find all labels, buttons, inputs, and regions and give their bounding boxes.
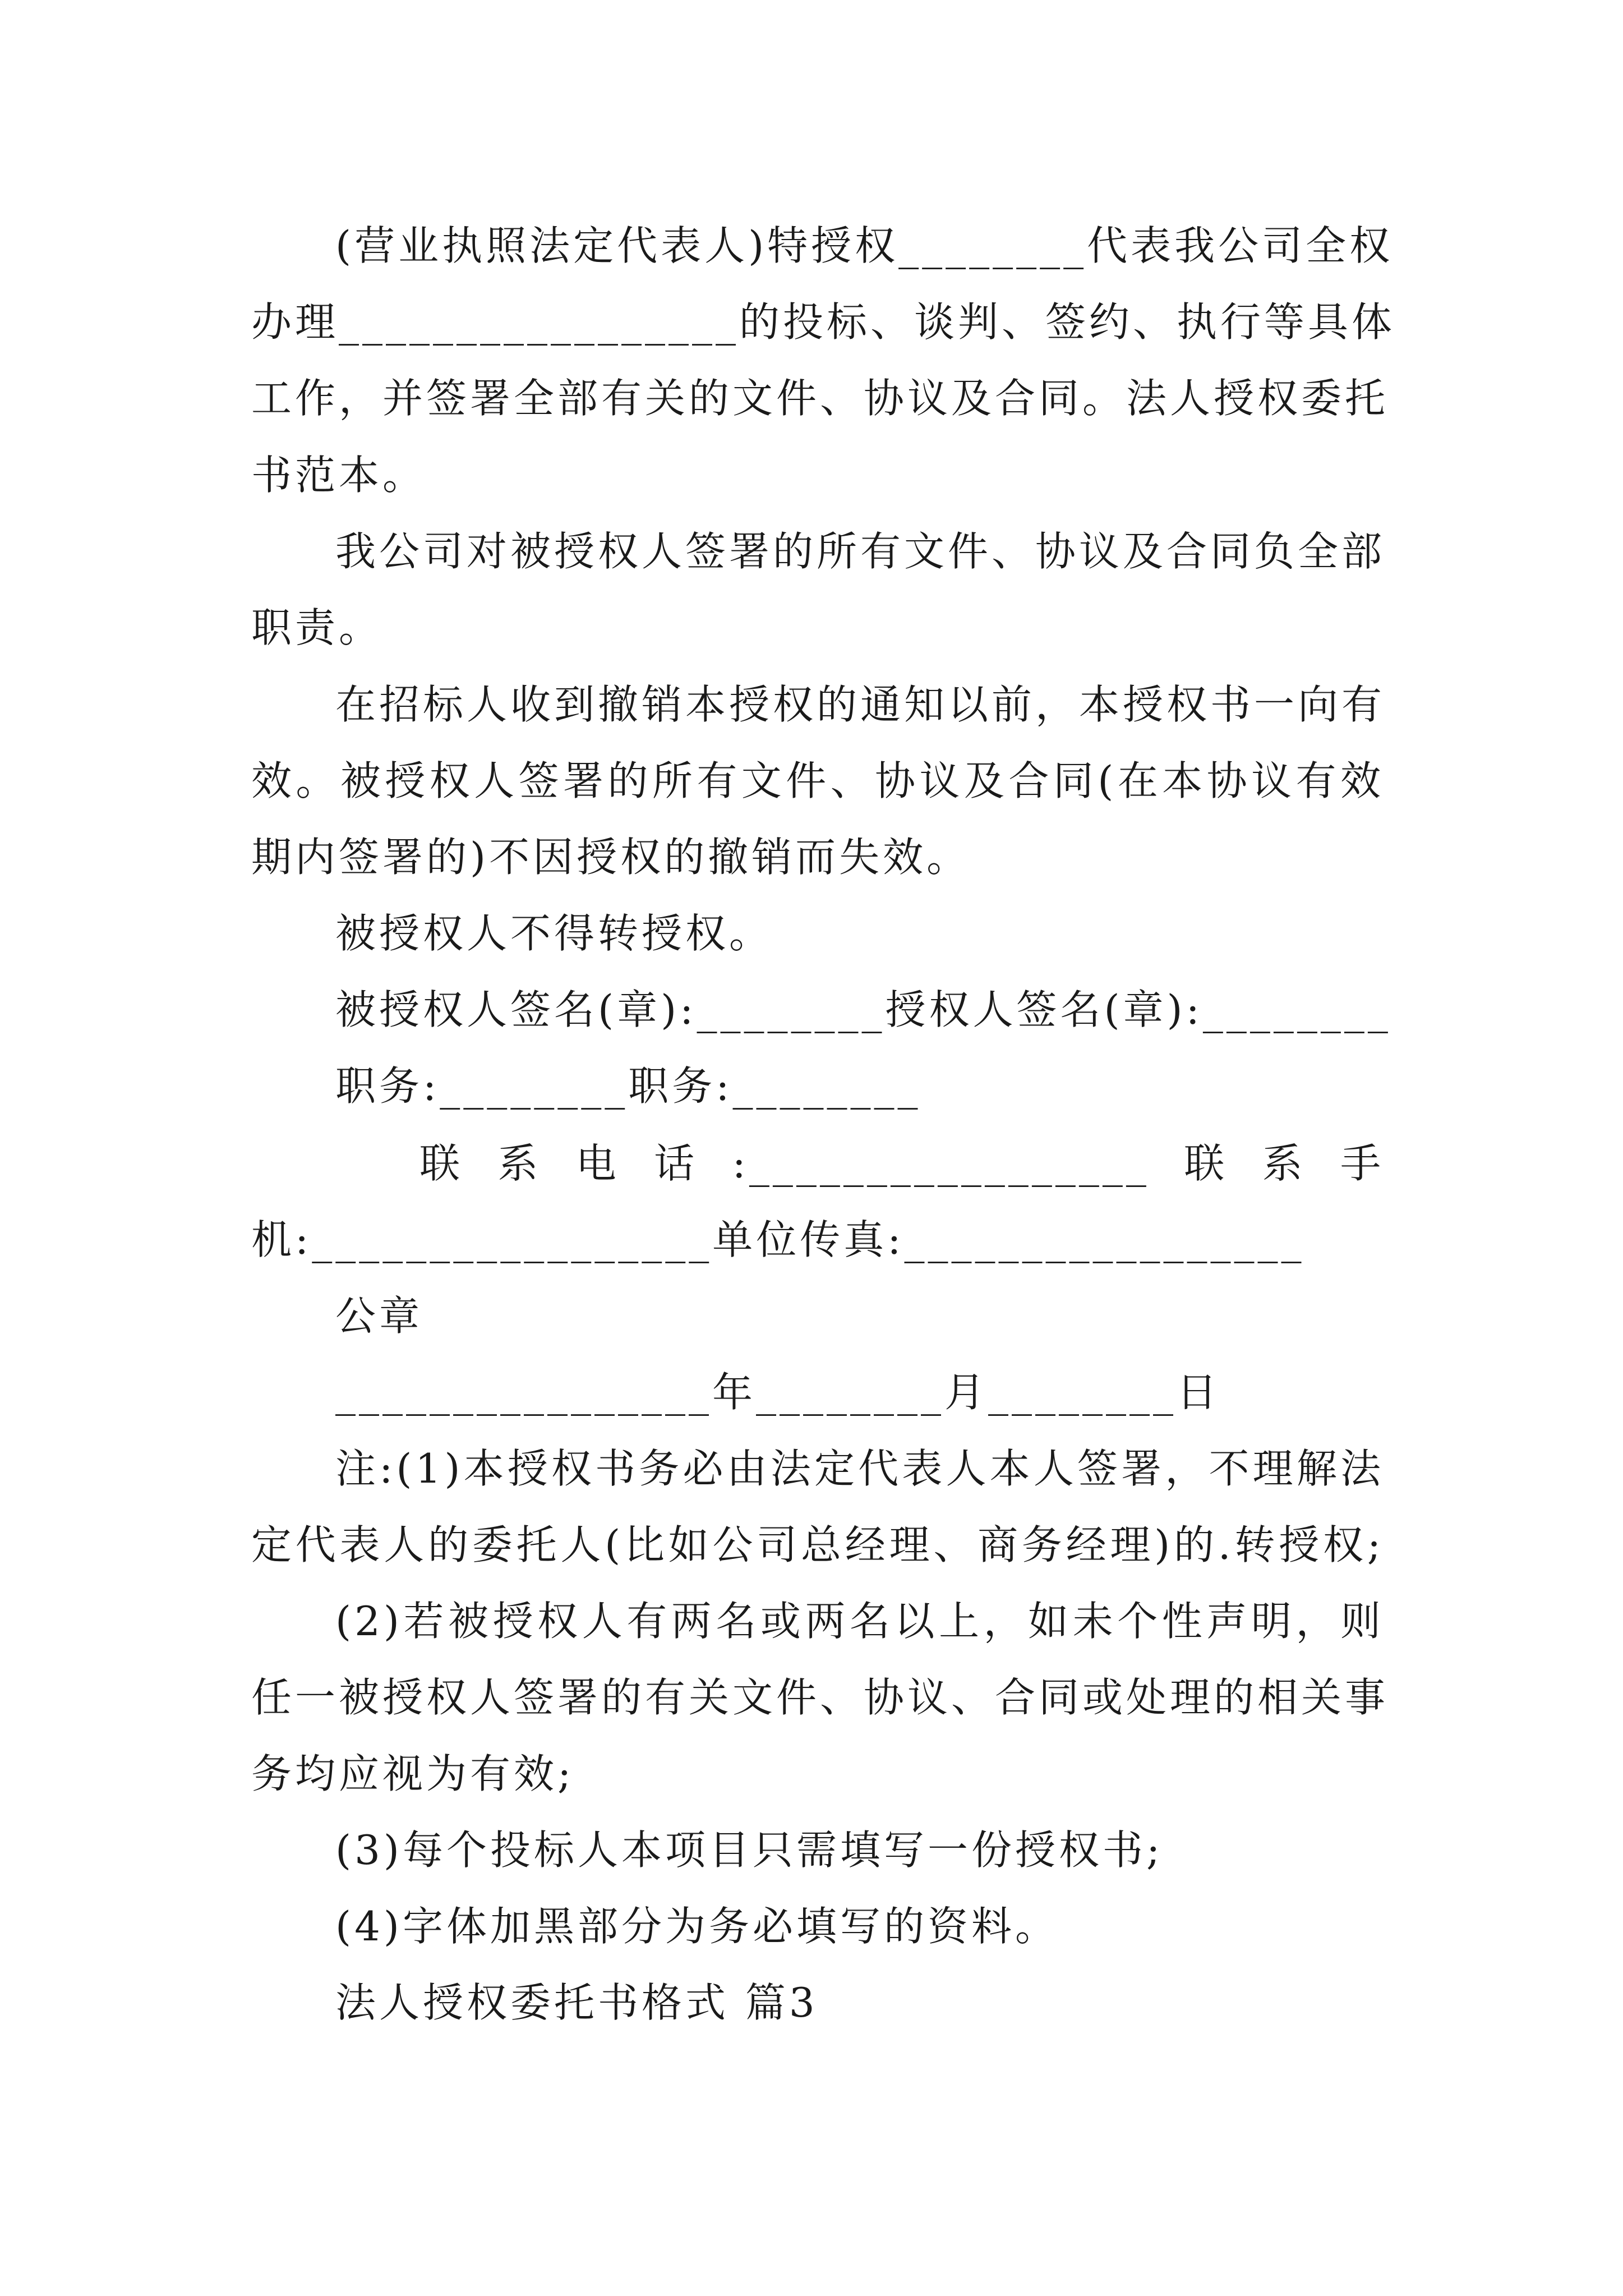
paragraph-1-line-3: 工作，并签署全部有关的文件、协议及合同。法人授权委托 <box>251 375 1389 422</box>
section-heading: 法人授权委托书格式 篇3 <box>335 1979 818 2026</box>
paragraph-1-line-1: (营业执照法定代表人)特授权________代表我公司全权 <box>335 222 1394 269</box>
note-2-line-3: 务均应视为有效; <box>251 1750 575 1797</box>
paragraph-1-line-4: 书范本。 <box>251 452 427 499</box>
paragraph-2-line-2: 职责。 <box>251 604 383 651</box>
seal-label: 公章 <box>335 1292 423 1340</box>
note-2-line-2: 任一被授权人签署的有关文件、协议、合同或处理的相关事 <box>251 1674 1389 1721</box>
paragraph-1-line-2: 办理_________________的投标、谈判、签约、执行等具体 <box>251 298 1396 346</box>
note-3-line-1: (3)每个投标人本项目只需填写一份授权书; <box>335 1826 1164 1874</box>
note-2-line-1: (2)若被授权人有两名或两名以上，如未个性声明，则 <box>335 1598 1384 1645</box>
paragraph-3-line-3: 期内签署的)不因授权的撤销而失效。 <box>251 834 971 881</box>
paragraph-3-line-2: 效。被授权人签署的所有文件、协议及合同(在本协议有效 <box>251 757 1384 804</box>
note-4-line-1: (4)字体加黑部分为务必填写的资料。 <box>335 1903 1059 1950</box>
position-line: 职务:________职务:________ <box>335 1062 921 1110</box>
note-1-line-1: 注:(1)本授权书务必由法定代表人本人签署，不理解法 <box>335 1445 1384 1492</box>
paragraph-3-line-1: 在招标人收到撤销本授权的通知以前，本授权书一向有 <box>335 681 1386 728</box>
contact-fax-line: 机:_________________单位传真:_________________ <box>251 1216 1305 1263</box>
date-line: ________________年________月________日 <box>335 1369 1220 1416</box>
paragraph-4-line-1: 被授权人不得转授权。 <box>335 910 773 957</box>
contact-phone-line: 联系电话:_________________联系手 <box>419 1140 1384 1187</box>
paragraph-2-line-1: 我公司对被授权人签署的所有文件、协议及合同负全部 <box>335 528 1386 575</box>
note-1-line-2: 定代表人的委托人(比如公司总经理、商务经理)的.转授权; <box>251 1521 1384 1568</box>
signature-line: 被授权人签名(章):________授权人签名(章):________ <box>335 986 1391 1033</box>
